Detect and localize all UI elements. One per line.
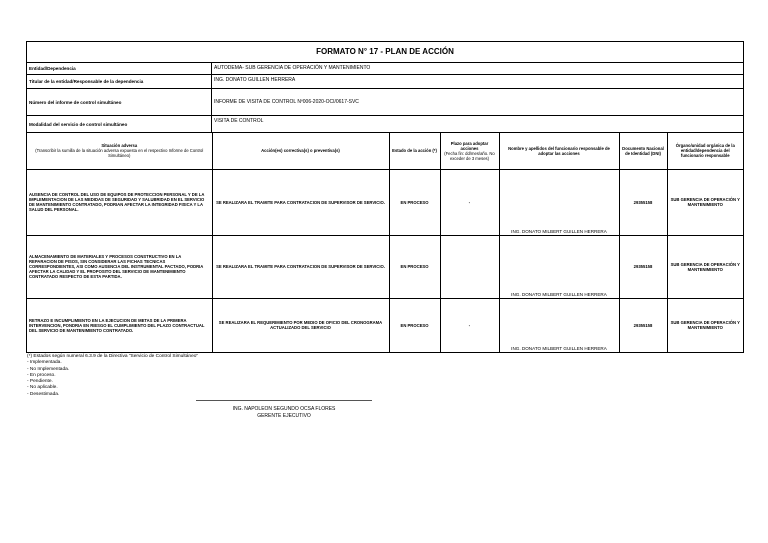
action-table [27, 133, 743, 352]
table-row [27, 169, 743, 235]
signature-role: GERENTE EJECUTIVO [257, 413, 311, 419]
dni-cell: 29355158 [619, 235, 667, 298]
header-plazo: Plazo para adoptar acciones (Fecha fin: dd/mes/año. No exceder de 3 meses) [440, 133, 499, 169]
situacion-cell: AUSENCIA DE CONTROL DEL USO DE EQUIPOS DE PROTECCION PERSONAL Y DE LA IMPLEMENTACION DE LAS MEDIDAS DE SEGURIDAD Y SALUBRIDAD EN EL SERVICIO DE MANTENIMIENTO CONTRATADO, PODRIAN AFECTAR LA INTEGRIDAD FISICA Y LA SALUD DEL PERSONAL. [27, 169, 212, 235]
header-nombre: Nombre y apellidos del funcionario responsable de adoptar las acciones [499, 133, 619, 169]
note-line: - Pendiente. [27, 379, 53, 385]
info-value: AUTODEMA- SUB GERENCIA DE OPERACIÓN Y MANTENIMIENTO [214, 65, 371, 71]
signature-line [196, 400, 372, 401]
accion-cell: SE REALIZARA EL REQUERIMIENTO POR MEDIO DE OFICIO DEL CRONOGRAMA ACTUALIZADO DEL SERVICIO [212, 298, 389, 352]
note-line: - En proceso. [27, 372, 56, 378]
organo-cell: SUB GERENCIA DE OPERACIÓN Y MANTENIMIENTO [667, 169, 743, 235]
info-label: Titular de la entidad/Responsable de la dependencia [27, 75, 212, 88]
info-label: Número del informe de control simultáneo [27, 89, 212, 115]
info-value: INFORME DE VISITA DE CONTROL Nº006-2020-OCI/0617-SVC [214, 99, 359, 105]
situacion-cell: RETRAZO E INCUMPLIMIENTO EN LA EJECUCION DE METAS DE LA PRIMERA INTERVENCION, PONDRIA EN RIESGO EL CUMPLIMIENTO DEL PLAZO CONTRACTUAL DEL SERVICIO DE MANTENIMIENTO CONTRATADO. [27, 298, 212, 352]
header-accion: Acción(es) correctiva(s) o preventiva(s) [212, 133, 389, 169]
header-estado: Estado de la acción (*) [389, 133, 440, 169]
info-label: Modalidad del servicio de control simultáneo [27, 116, 212, 132]
situacion-cell: ALMACENAMIENTO DE MATERIALES Y PROCESOS CONSTRUCTIVO EN LA REPARACION DE PISOS, SIN CONSIDERAR LAS FICHAS TECNICAS CORRESPONDIENTES, ASI COMO AUSENCIA DEL INSTRUMENTAL PACTADO, PODRIA AFECTAR LA CALIDAD Y EL PROPOSITO DEL SERVICIO DE MANTENIMIENTO CONTRATADO RESPECTO DE ESTA PARTIDA. [27, 235, 212, 298]
header-organo: Órgano/unidad orgánica de la entidad/dependencia del funcionario responsable [667, 133, 743, 169]
info-row-titular [27, 75, 743, 89]
info-row-entity [27, 63, 743, 75]
table-row [27, 235, 743, 298]
note-line: (*) Estados según numeral 6.3.9 de la Directiva "Servicio de Control Simultáneo" [27, 354, 199, 359]
estado-cell: EN PROCESO [389, 235, 440, 298]
accion-cell: SE REALIZARA EL TRAMITE PARA CONTRATACION DE SUPERVISOR DE SERVICIO. [212, 169, 389, 235]
info-label: Entidad/Dependencia [27, 63, 212, 74]
organo-cell: SUB GERENCIA DE OPERACIÓN Y MANTENIMIENTO [667, 235, 743, 298]
plazo-cell: - [440, 298, 499, 352]
note-line: - No Implementada. [27, 366, 70, 372]
signature-name: ING. NAPOLEON SEGUNDO OCSA FLORES [232, 406, 336, 412]
info-value: VISITA DE CONTROL [214, 118, 264, 124]
accion-cell: SE REALIZARA EL TRAMITE PARA CONTRATACION DE SUPERVISOR DE SERVICIO. [212, 235, 389, 298]
plazo-cell: - [440, 169, 499, 235]
info-value: ING. DONATO GUILLEN HERRERA [214, 77, 296, 83]
nombre-cell: ING. DONATO MILBERT GUILLEN HERRERA [499, 169, 619, 235]
header-dni: Documento Nacional de Identidad (DNI) [619, 133, 667, 169]
nombre-cell: ING. DONATO MILBERT GUILLEN HERRERA [499, 235, 619, 298]
organo-cell: SUB GERENCIA DE OPERACIÓN Y MANTENIMIENTO [667, 298, 743, 352]
header-situacion: Situación adversa (Transcribir la sumilla de la situación adversa expuesta en el respectivo Informe de Control Simultáneo) [27, 133, 212, 169]
table-row [27, 298, 743, 352]
plazo-cell [440, 235, 499, 298]
note-line: - Desestimada. [27, 391, 60, 397]
dni-cell: 29355158 [619, 169, 667, 235]
dni-cell: 29355158 [619, 298, 667, 352]
note-line: - Implementada. [27, 360, 62, 366]
note-line: - No aplicable. [27, 385, 58, 391]
form-title: FORMATO N° 17 - PLAN DE ACCIÓN [27, 42, 743, 63]
nombre-cell: ING. DONATO MILBERT GUILLEN HERRERA [499, 298, 619, 352]
estado-cell: EN PROCESO [389, 169, 440, 235]
info-row-modality [27, 116, 743, 133]
status-notes [27, 354, 198, 398]
info-row-report-number [27, 89, 743, 116]
action-plan-form [26, 41, 744, 353]
estado-cell: EN PROCESO [389, 298, 440, 352]
table-header-row [27, 133, 743, 169]
